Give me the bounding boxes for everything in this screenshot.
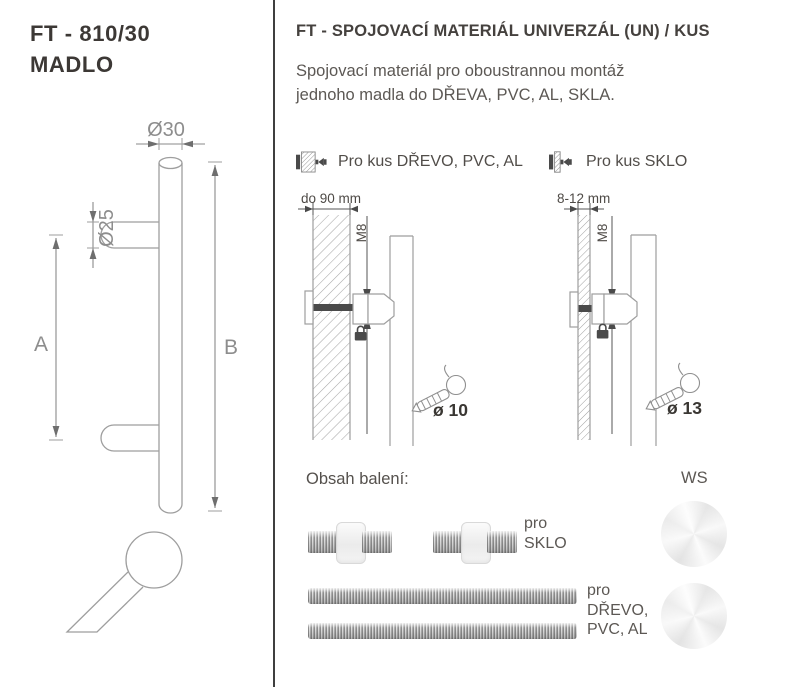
drill-size-glass: ø 13: [667, 398, 703, 418]
mount-section-wood-header: [296, 150, 523, 174]
depth-label-wood: do 90 mm: [301, 191, 362, 206]
wall-fastener-icon-glass: [549, 150, 575, 174]
dim-label-post-diameter: Ø25: [96, 209, 118, 247]
wall-fastener-icon-wood: [296, 150, 327, 174]
product-description: [296, 60, 624, 107]
product-title-block: [30, 18, 150, 80]
handle-tube-section: [390, 236, 413, 446]
rods-label-line1: pro: [587, 582, 611, 599]
finish-disc-1: [661, 501, 727, 567]
depth-label-glass: 8-12 mm: [557, 191, 611, 206]
mount-diagram-glass: [550, 188, 790, 446]
mount-label-glass: Pro kus SKLO: [586, 153, 688, 170]
drill-size-wood: ø 10: [433, 400, 469, 420]
threaded-rod-wood-1: [308, 588, 577, 604]
studs-usage-label: [524, 514, 567, 553]
threaded-stud-glass-1: [308, 522, 392, 562]
handle-technical-drawing: [30, 105, 260, 665]
handle-post-lower: [101, 425, 159, 451]
thread-segment: [308, 531, 338, 553]
studs-label-line2: SKLO: [524, 534, 567, 552]
wall-section-wood: [313, 215, 350, 440]
thread-segment: [487, 531, 517, 553]
thread-label-glass: M8: [595, 223, 610, 243]
column-divider: [273, 0, 275, 687]
description-line-2: jednoho madla do DŘEVA, PVC, AL, SKLA.: [296, 85, 615, 104]
section-heading: FT - SPOJOVACÍ MATERIÁL UNIVERZÁL (UN) / KUS: [296, 22, 710, 40]
finish-code-label: WS: [681, 469, 708, 487]
thread-segment: [433, 531, 463, 553]
product-code: FT - 810/30: [30, 21, 151, 46]
threaded-stud-glass-2: [433, 522, 517, 562]
handle-tube-section: [631, 235, 656, 446]
mount-section-glass-header: [549, 150, 687, 174]
dim-label-a: A: [33, 333, 49, 356]
studs-label-line1: pro: [524, 515, 548, 532]
dim-label-b: B: [223, 336, 239, 359]
handle-top-view: [67, 532, 182, 632]
rods-usage-label: [587, 581, 648, 640]
mount-label-wood: Pro kus DŘEVO, PVC, AL: [338, 153, 523, 170]
product-type: MADLO: [30, 52, 114, 77]
rods-label-line2: DŘEVO,: [587, 601, 649, 619]
thread-segment: [362, 531, 392, 553]
description-line-1: Spojovací materiál pro oboustrannou montáž: [296, 62, 625, 80]
dim-label-tube-diameter: Ø30: [147, 119, 185, 141]
rods-label-line3: PVC, AL: [587, 621, 648, 638]
thread-label-wood: M8: [354, 223, 369, 243]
mount-diagram-wood: [296, 188, 536, 446]
glass-section: [578, 215, 590, 440]
handle-tube: [159, 158, 182, 514]
threaded-rod-wood-2: [308, 623, 577, 639]
padlock-icon: [597, 324, 609, 338]
package-heading: Obsah balení:: [306, 470, 409, 488]
finish-disc-2: [661, 583, 727, 649]
